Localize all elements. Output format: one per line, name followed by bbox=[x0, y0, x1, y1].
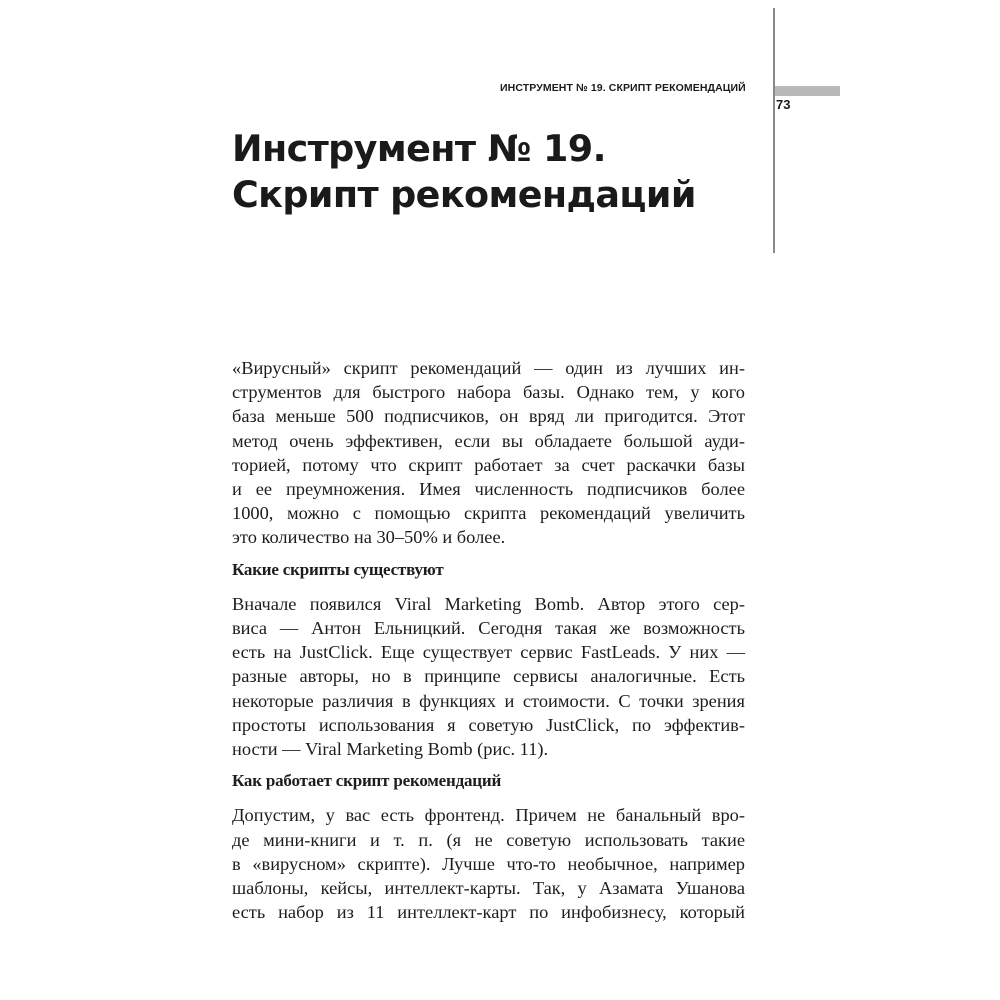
intro-paragraph bbox=[232, 356, 745, 550]
text-line: есть набор из 11 интеллект-карт по инфобизнесу, который bbox=[232, 902, 745, 923]
text-line: разные авторы, но в принципе сервисы аналогичные. Есть bbox=[232, 666, 745, 687]
chapter-title-line: Инструмент № 19. bbox=[232, 127, 606, 170]
page-number: 73 bbox=[776, 97, 791, 112]
chapter-title-line: Скрипт рекомендаций bbox=[232, 173, 696, 216]
body-text bbox=[232, 356, 745, 924]
text-line: некоторые различия в функциях и стоимости. С точки зрения bbox=[232, 690, 745, 711]
text-line: де мини-книги и т. п. (я не советую использовать такие bbox=[232, 829, 745, 850]
text-line: виса — Антон Ельницкий. Сегодня такая же возможность bbox=[232, 618, 745, 639]
folio-bar bbox=[775, 86, 840, 96]
text-line: метод очень эффективен, если вы обладаете большой ауди- bbox=[232, 430, 745, 451]
text-line: база меньше 500 подписчиков, он вряд ли пригодится. Этот bbox=[232, 406, 745, 427]
section-heading: Какие скрипты существуют bbox=[232, 559, 444, 579]
running-header: ИНСТРУМЕНТ № 19. СКРИПТ РЕКОМЕНДАЦИЙ bbox=[500, 82, 746, 94]
chapter-title bbox=[232, 126, 752, 218]
text-line: струментов для быстрого набора базы. Однако тем, у кого bbox=[232, 382, 745, 403]
text-line: ности — Viral Marketing Bomb (рис. 11). bbox=[232, 739, 549, 760]
text-line: Вначале появился Viral Marketing Bomb. Автор этого сер- bbox=[232, 593, 745, 614]
text-line: и ее преумножения. Имея численность подписчиков более bbox=[232, 479, 745, 500]
margin-rule bbox=[773, 8, 775, 253]
text-line: это количество на 30–50% и более. bbox=[232, 527, 506, 548]
text-line: Допустим, у вас есть фронтенд. Причем не банальный вро- bbox=[232, 805, 745, 826]
text-line: «Вирусный» скрипт рекомендаций — один из лучших ин- bbox=[232, 358, 745, 378]
text-line: шаблоны, кейсы, интеллект-карты. Так, у Азамата Ушанова bbox=[232, 878, 745, 899]
text-line: простоты использования я советую JustClick, по эффектив- bbox=[232, 714, 745, 735]
text-line: торией, потому что скрипт работает за счет раскачки базы bbox=[232, 454, 745, 475]
text-line: в «вирусном» скрипте). Лучше что-то необычное, например bbox=[232, 853, 745, 874]
section-heading: Как работает скрипт рекомендаций bbox=[232, 771, 502, 791]
section-paragraph bbox=[232, 803, 745, 924]
text-line: есть на JustClick. Еще существует сервис FastLeads. У них — bbox=[232, 642, 745, 663]
text-line: 1000, можно с помощью скрипта рекомендаций увеличить bbox=[232, 503, 745, 524]
section-paragraph bbox=[232, 592, 745, 761]
